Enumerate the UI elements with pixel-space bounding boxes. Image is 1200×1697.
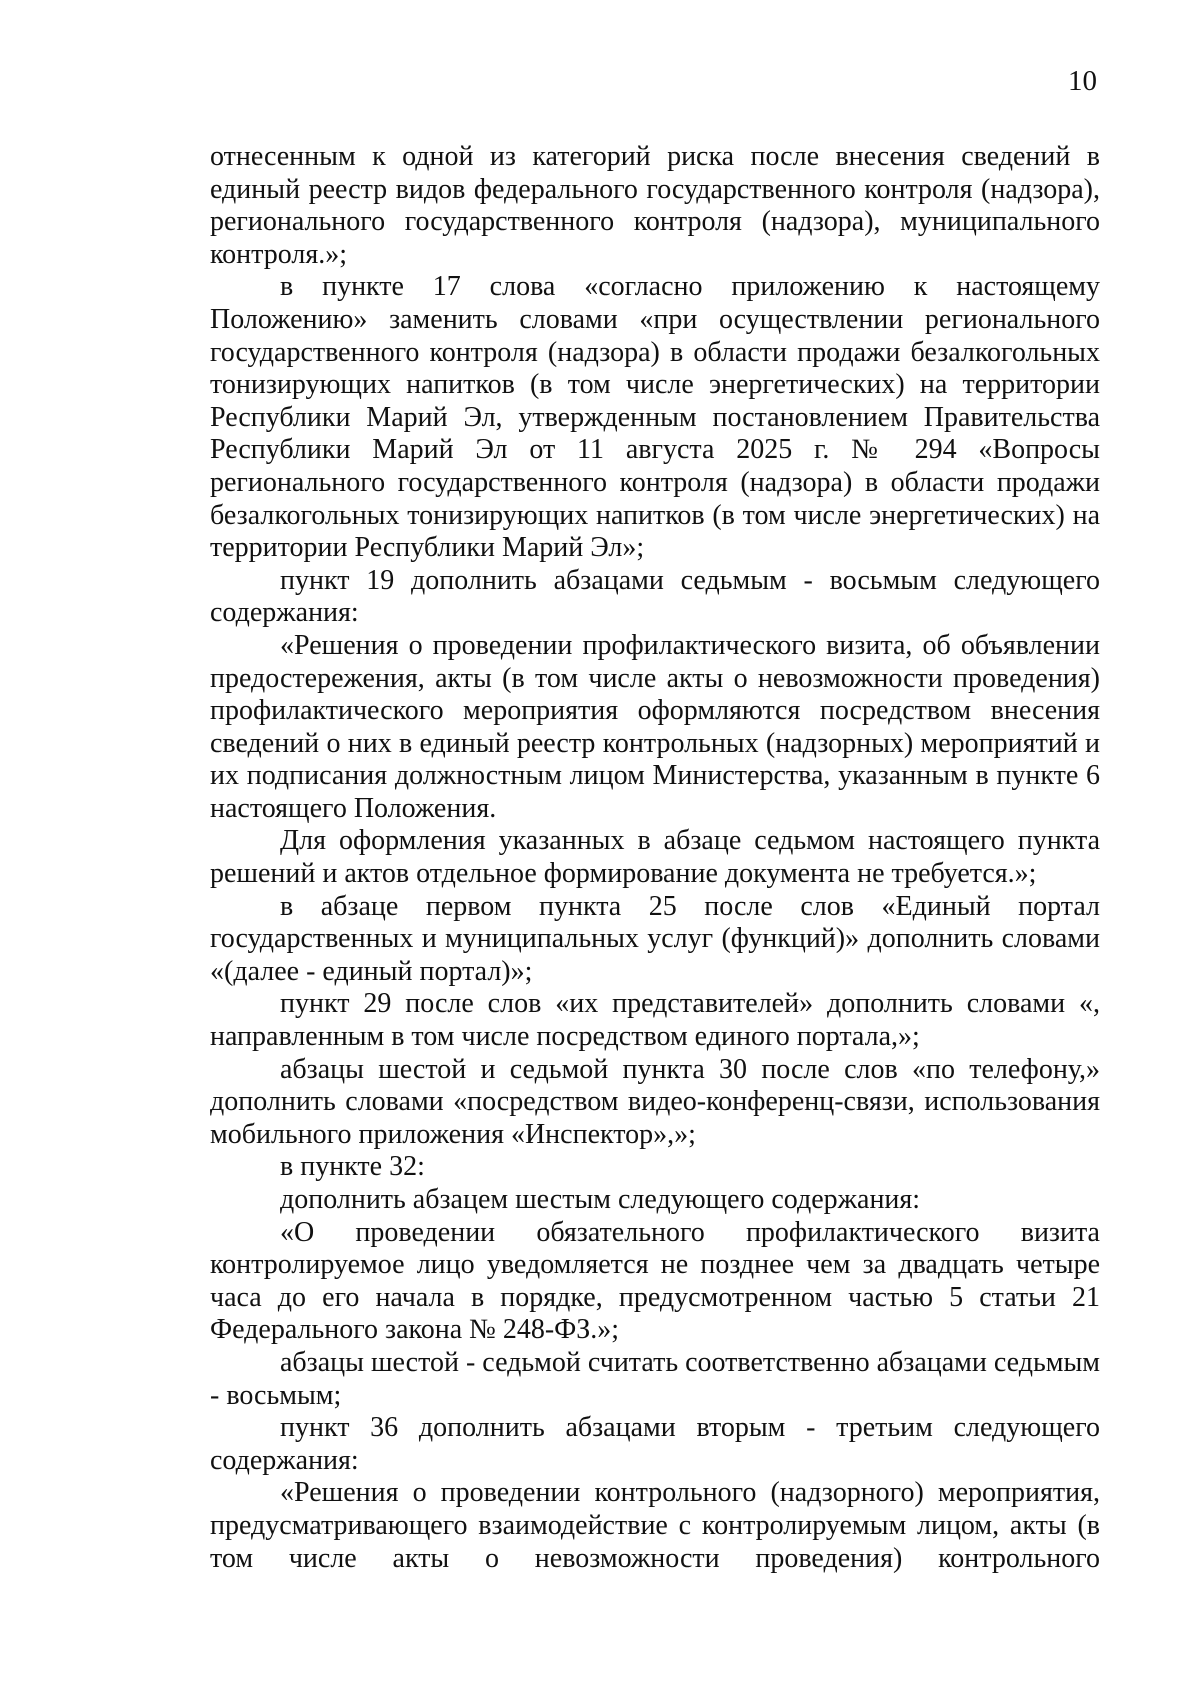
page-number: 10 [1068,65,1097,97]
document-body [210,141,1100,1575]
paragraph: отнесенным к одной из категорий риска после внесения сведений в единый реестр видов федерального государственного контроля (надзора), регионального государственного контроля (надзора), муниципального контроля.»; [210,141,1100,270]
paragraph: пункт 29 после слов «их представителей» дополнить словами «, направленным в том числе посредством единого портала,»; [210,988,1100,1053]
paragraph: «О проведении обязательного профилактического визита контролируемое лицо уведомляется не позднее чем за двадцать четыре часа до его начала в порядке, предусмотренном частью 5 статьи 21 Федерального закона № 248-ФЗ.»; [210,1216,1100,1346]
paragraph: абзацы шестой и седьмой пункта 30 после слов «по телефону,» дополнить словами «посредством видео-конференц-связи, использования мобильного приложения «Инспектор»,»; [210,1053,1100,1150]
paragraph: в пункте 17 слова «согласно приложению к настоящему Положению» заменить словами «при осуществлении регионального государственного контроля (надзора) в области продажи безалкогольных тонизирующих напитков (в том числе энергетических) на территории Республики Марий Эл, утвержденным постановлением Правительства Республики Марий Эл от 11 августа 2025 г. № 294 «Вопросы регионального государственного контроля (надзора) в области продажи безалкогольных тонизирующих напитков (в том числе энергетических) на территории Республики Марий Эл»; [210,271,1100,564]
paragraph: пункт 19 дополнить абзацами седьмым - восьмым следующего содержания: [210,564,1100,629]
paragraph: Для оформления указанных в абзаце седьмом настоящего пункта решений и актов отдельное формирование документа не требуется.»; [210,825,1100,890]
paragraph: абзацы шестой - седьмой считать соответственно абзацами седьмым - восьмым; [210,1346,1100,1411]
paragraph: в абзаце первом пункта 25 после слов «Единый портал государственных и муниципальных услуг (функций)» дополнить словами «(далее - единый портал)»; [210,890,1100,987]
paragraph: пункт 36 дополнить абзацами вторым - третьим следующего содержания: [210,1412,1100,1476]
paragraph: «Решения о проведении профилактического визита, об объявлении предостережения, акты (в том числе акты о невозможности проведения) профилактического мероприятия оформляются посредством внесения сведений о них в единый реестр контрольных (надзорных) мероприятий и их подписания должностным лицом Министерства, указанным в пункте 6 настоящего Положения. [210,629,1100,824]
paragraph: «Решения о проведении контрольного (надзорного) мероприятия, предусматривающего взаимодействие с контролируемым лицом, акты (в том числе акты о невозможности проведения) контрольного [210,1477,1100,1574]
paragraph: в пункте 32: [280,1151,425,1183]
paragraph: дополнить абзацем шестым следующего содержания: [280,1184,921,1215]
